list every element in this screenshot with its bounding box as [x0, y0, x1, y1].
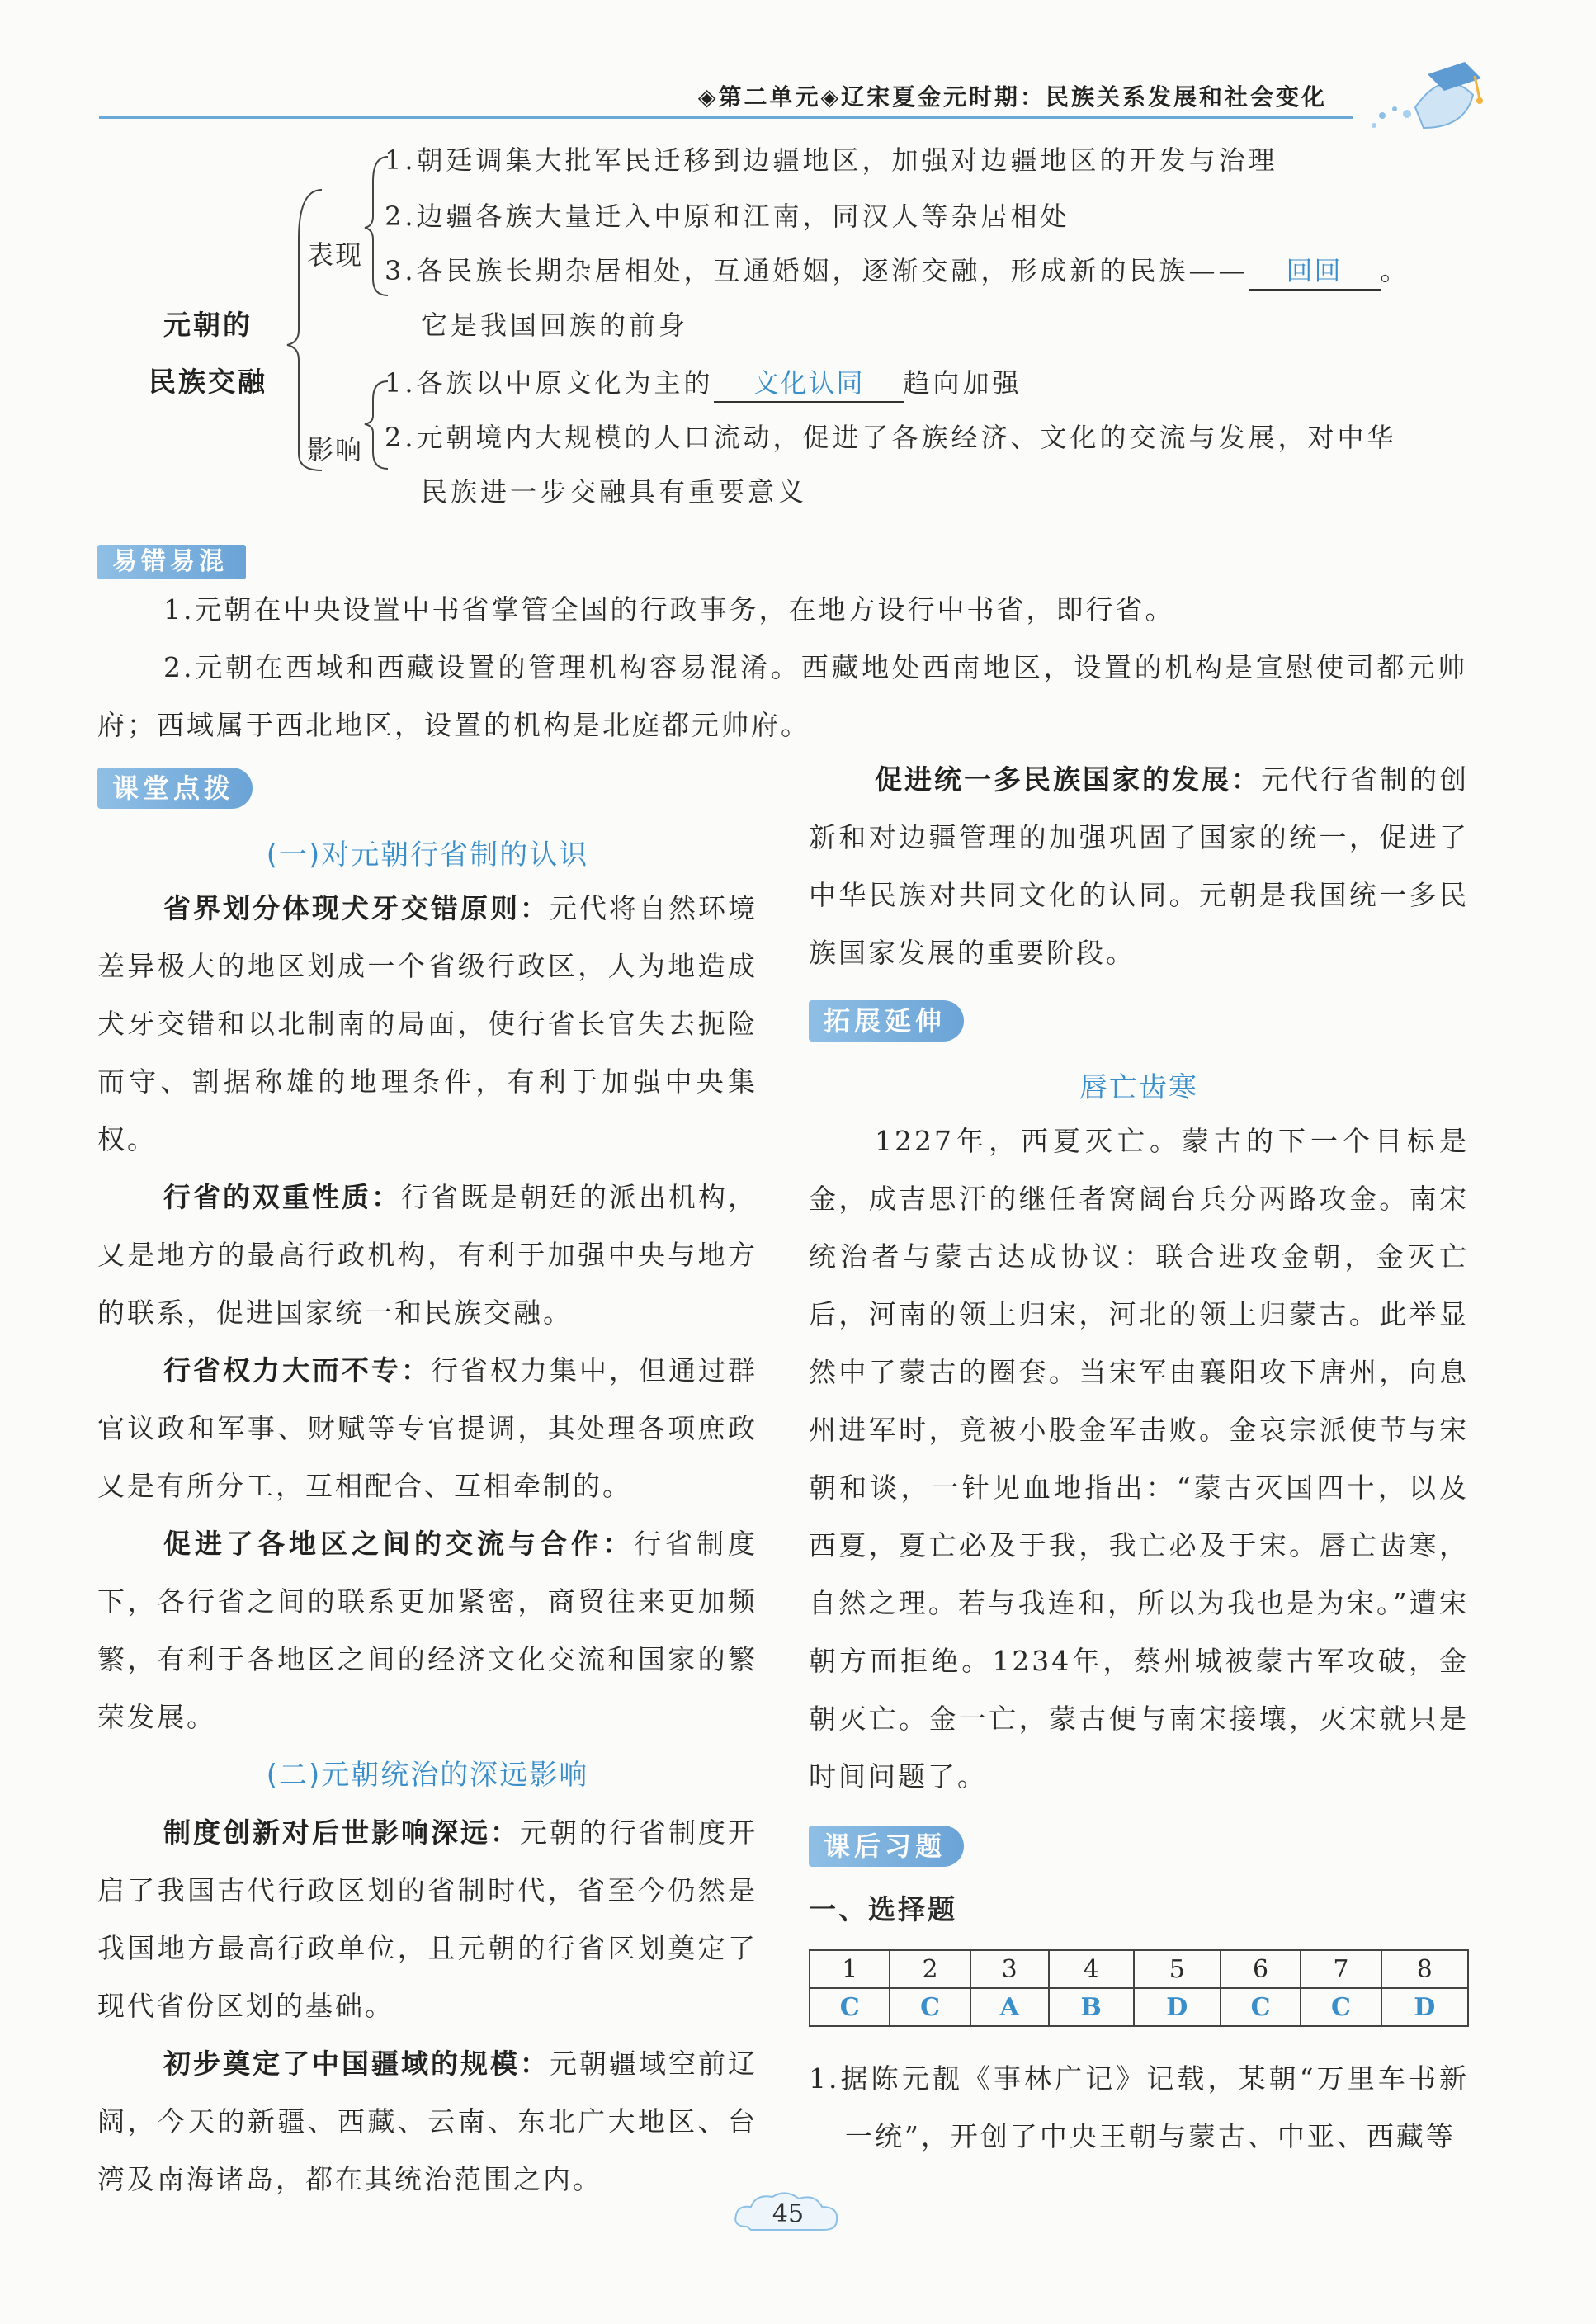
classroom-item	[97, 880, 758, 1169]
classroom-heading-2: (二)元朝统治的深远影响	[266, 1759, 589, 1792]
root-line-2: 民族交融	[149, 366, 267, 398]
answer-huihui: 回回	[1249, 253, 1381, 290]
performance-item-2: 2.边疆各族大量迁入中原和江南，同汉人等杂居相处	[385, 201, 1070, 232]
table-cell: 5	[1134, 1950, 1221, 1988]
item-text: 元朝疆域空前辽阔，今天的新疆、西藏、云南、东北广大地区、台湾及南海诸岛，都在其统治范围之内。	[97, 2048, 758, 2195]
impact-item-1-pre: 1.各族以中原文化为主的	[385, 367, 714, 399]
table-cell: 2	[890, 1950, 970, 1988]
item-bold: 行省权力大而不专：	[163, 1354, 431, 1386]
tag-extension: 拓展延伸	[809, 1000, 964, 1042]
item-text: 行省既是朝廷的派出机构，又是地方的最高行政机构，有利于加强中央与地方的联系，促进国家统一和民族交融。	[97, 1181, 758, 1329]
table-cell: 3	[970, 1950, 1049, 1988]
item-text: 元代行省制的创新和对边疆管理的加强巩固了国家的统一，促进了中华民族对共同文化的认同。元朝是我国统一多民族国家发展的重要阶段。	[809, 763, 1469, 969]
table-cell: 6	[1221, 1950, 1301, 1988]
extension-heading: 唇亡齿寒	[1079, 1071, 1198, 1104]
extension-text: 1227年，西夏灭亡。蒙古的下一个目标是金，成吉思汗的继任者窝阔台兵分两路攻金。南宋统治者与蒙古达成协议：联合进攻金朝，金灭亡后，河南的领土归宋，河北的领土归蒙古。此举显然中了蒙古的圈套。当宋军由襄阳攻下唐州，向息州进军时，竟被小股金军击败。金哀宗派使节与宋朝和谈，一针见血地指出：“蒙古灭国四十，以及西夏，夏亡必及于我，我亡必及于宋。唇亡齿寒，自然之理。若与我连和，所以为我也是为宋。”遭宋朝方面拒绝。1234年，蔡州城被蒙古军攻破，金朝灭亡。金一亡，蒙古便与南宋接壤，灭宋就只是时间问题了。	[809, 1125, 1469, 1793]
item-text: 行省制度下，各行省之间的联系更加紧密，商贸往来更加频繁，有利于各地区之间的经济文化交流和国家的繁荣发展。	[97, 1528, 758, 1733]
impact-item-1	[385, 365, 1022, 403]
question-1: 1.据陈元靓《事林广记》记载，某朝“万里车书新一统”，开创了中央王朝与蒙古、中亚、西藏等	[809, 2062, 1469, 2152]
table-cell-answer: C	[1301, 1988, 1381, 2026]
branch-label-impact: 影响	[307, 434, 364, 465]
impact-item-1-post: 趋向加强	[903, 367, 1022, 399]
tag-confusion: 易错易混	[97, 545, 246, 579]
answer-cultural-identity: 文化认同	[714, 365, 904, 403]
table-row-numbers	[810, 1950, 1468, 1988]
classroom-item	[97, 2035, 758, 2208]
performance-item-3	[385, 253, 1410, 290]
table-row-answers	[810, 1988, 1468, 2026]
table-cell-answer: C	[1221, 1988, 1301, 2026]
item-bold: 促进了各地区之间的交流与合作：	[163, 1528, 634, 1560]
confusion-p1: 1.元朝在中央设置中书省掌管全国的行政事务，在地方设行中书省，即行省。	[163, 593, 1175, 626]
classroom-column	[97, 880, 758, 2208]
item-text: 行省权力集中，但通过群官议政和军事、财赋等专官提调，其处理各项庶政又是有所分工，互相配合、互相牵制的。	[97, 1354, 758, 1502]
item-text: 元代将自然环境差异极大的地区划成一个省级行政区，人为地造成犬牙交错和以北制南的局面，使行省长官失去扼险而守、割据称雄的地理条件，有利于加强中央集权。	[97, 892, 758, 1155]
classroom-heading-1: (一)对元朝行省制的认识	[266, 838, 589, 872]
item-bold: 行省的双重性质：	[163, 1181, 401, 1213]
classroom-item-continued	[809, 751, 1469, 982]
confusion-p2: 2.元朝在西域和西藏设置的管理机构容易混淆。西藏地处西南地区，设置的机构是宣慰使司都元帅府；西域属于西北地区，设置的机构是北庭都元帅府。	[97, 651, 1467, 741]
mindmap	[83, 140, 1485, 528]
classroom-item	[97, 1515, 758, 1746]
running-header: ◈第二单元◈辽宋夏金元时期：民族关系发展和社会变化	[697, 83, 1327, 111]
item-bold: 促进统一多民族国家的发展：	[875, 763, 1261, 796]
table-cell-answer: B	[1049, 1988, 1134, 2026]
table-cell: 8	[1381, 1950, 1468, 1988]
performance-item-1: 1.朝廷调集大批军民迁移到边疆地区，加强对边疆地区的开发与治理	[385, 144, 1278, 176]
tag-classroom: 课堂点拨	[97, 768, 253, 809]
table-cell: 1	[810, 1950, 890, 1988]
mindmap-root	[149, 304, 267, 399]
table-cell-answer: C	[890, 1988, 970, 2026]
performance-item-3-text: 3.各民族长期杂居相处，互通婚姻，逐渐交融，形成新的民族——	[385, 255, 1249, 286]
page-number: 45	[772, 2199, 805, 2228]
performance-item-3-end: 。	[1380, 255, 1410, 286]
root-line-1: 元朝的	[163, 309, 253, 341]
item-bold: 省界划分体现犬牙交错原则：	[163, 892, 550, 924]
table-cell: 7	[1301, 1950, 1381, 1988]
item-bold: 初步奠定了中国疆域的规模：	[163, 2048, 550, 2080]
impact-item-2-cont: 民族进一步交融具有重要意义	[421, 476, 808, 508]
item-bold: 制度创新对后世影响深远：	[163, 1816, 520, 1849]
table-cell: 4	[1049, 1950, 1134, 1988]
graduation-cap-icon	[1366, 50, 1490, 140]
table-cell-answer: C	[810, 1988, 890, 2026]
classroom-item	[97, 1804, 758, 2035]
section-multiple-choice: 一、选择题	[809, 1893, 957, 1925]
answer-table	[809, 1949, 1469, 2027]
table-cell-answer: D	[1381, 1988, 1468, 2026]
table-cell-answer: D	[1134, 1988, 1221, 2026]
tag-homework: 课后习题	[809, 1826, 964, 1867]
performance-item-3-cont: 它是我国回族的前身	[421, 309, 689, 341]
header-rule	[99, 116, 1353, 119]
item-text: 元朝的行省制度开启了我国古代行政区划的省制时代，省至今仍然是我国地方最高行政单位，且元朝的行省区划奠定了现代省份区划的基础。	[97, 1816, 758, 2022]
impact-item-2: 2.元朝境内大规模的人口流动，促进了各族经济、文化的交流与发展，对中华	[385, 422, 1397, 453]
classroom-item	[97, 1342, 758, 1515]
table-cell-answer: A	[970, 1988, 1049, 2026]
classroom-item	[97, 1169, 758, 1342]
branch-label-performance: 表现	[307, 239, 364, 271]
